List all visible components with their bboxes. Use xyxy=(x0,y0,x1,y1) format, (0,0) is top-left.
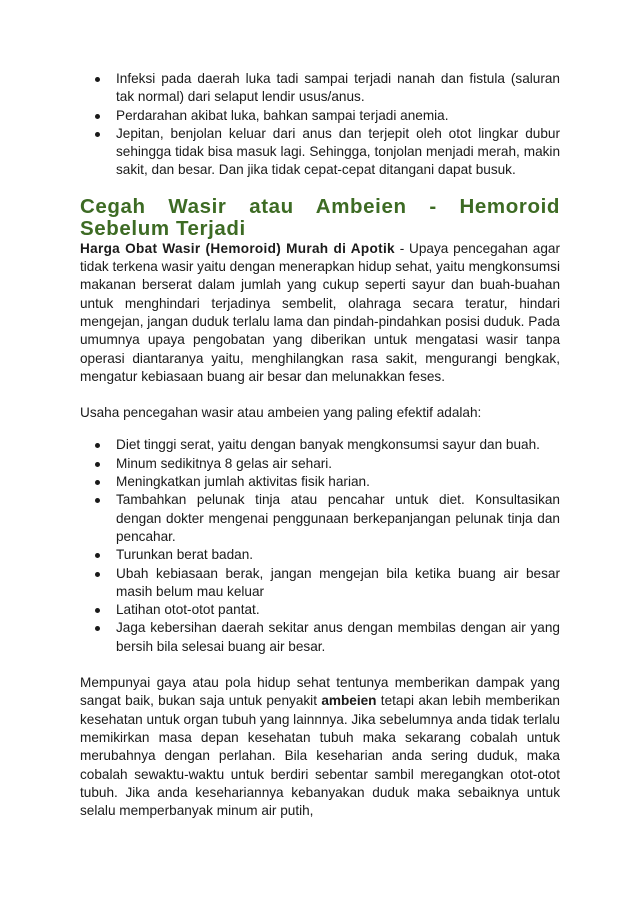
list-item: Jepitan, benjolan keluar dari anus dan terjepit oleh otot lingkar dubur sehingga tidak bisa masuk lagi. Sehingga, tonjolan menjadi merah, makin sakit, dan besar. Dan jika tidak cepat-cepat ditangani dapat busuk. xyxy=(80,125,560,180)
list-item: Minum sedikitnya 8 gelas air sehari. xyxy=(80,455,560,473)
list-item: Tambahkan pelunak tinja atau pencahar untuk diet. Konsultasikan dengan dokter mengenai penggunaan berkepanjangan pelunak tinja dan pencahar. xyxy=(80,491,560,546)
section-heading: Cegah Wasir atau Ambeien - Hemoroid Sebelum Terjadi xyxy=(80,194,560,240)
list-item: Jaga kebersihan daerah sekitar anus dengan membilas dengan air yang bersih bila selesai buang air besar. xyxy=(80,619,560,656)
list-item: Turunkan berat badan. xyxy=(80,546,560,564)
keyword-link[interactable]: ambeien xyxy=(321,693,377,709)
paragraph-text: tetapi akan lebih memberikan kesehatan untuk organ tubuh yang lainnnya. Jika sebelumnya anda tidak terlalu memikirkan masa depan kesehatan tubuh maka sekarang cobalah untuk merubahnya dengan perlahan. Bila keseharian anda sering duduk, maka cobalah sewaktu-waktu untuk berdiri sebentar sambil meregangkan otot-otot tubuh. Jika anda kesehariannya kebanyakan duduk maka sebaiknya untuk selalu memperbanyak minum air putih, xyxy=(80,693,560,819)
paragraph-lead-link[interactable]: Harga Obat Wasir (Hemoroid) Murah di Apotik xyxy=(80,240,395,256)
intro-paragraph xyxy=(80,240,560,386)
document-page xyxy=(80,70,560,820)
list-item: Latihan otot-otot pantat. xyxy=(80,601,560,619)
prevention-intro: Usaha pencegahan wasir atau ambeien yang paling efektif adalah: xyxy=(80,405,482,421)
complications-list xyxy=(80,70,560,180)
paragraph-text: Mempunyai gaya atau pola hidup sehat tentunya memberikan dampak yang sangat baik, bukan saja untuk penyakit xyxy=(80,675,560,709)
lifestyle-paragraph xyxy=(80,674,560,820)
list-item: Perdarahan akibat luka, bahkan sampai terjadi anemia. xyxy=(80,107,560,125)
list-item: Infeksi pada daerah luka tadi sampai terjadi nanah dan fistula (saluran tak normal) dari selaput lendir usus/anus. xyxy=(80,70,560,107)
list-item: Ubah kebiasaan berak, jangan mengejan bila ketika buang air besar masih belum mau keluar xyxy=(80,565,560,602)
list-item: Diet tinggi serat, yaitu dengan banyak mengkonsumsi sayur dan buah. xyxy=(80,436,560,454)
paragraph-text: - Upaya pencegahan agar tidak terkena wasir yaitu dengan menerapkan hidup sehat, yaitu mengkonsumsi makanan berserat dalam jumlah yang cukup seperti sayur dan buah-buahan untuk menghindari terjadinya sembelit, olahraga secara teratur, hindari mengejan, jangan duduk terlalu lama dan pindah-pindahkan posisi duduk. Pada umumnya upaya pengobatan yang diberikan untuk mengatasi wasir tanpa operasi diantaranya yaitu, menghilangkan rasa sakit, mengurangi bengkak, mengatur kebiasaan buang air besar dan melunakkan feses. xyxy=(80,240,560,384)
prevention-list xyxy=(80,436,560,656)
list-item: Meningkatkan jumlah aktivitas fisik harian. xyxy=(80,473,560,491)
